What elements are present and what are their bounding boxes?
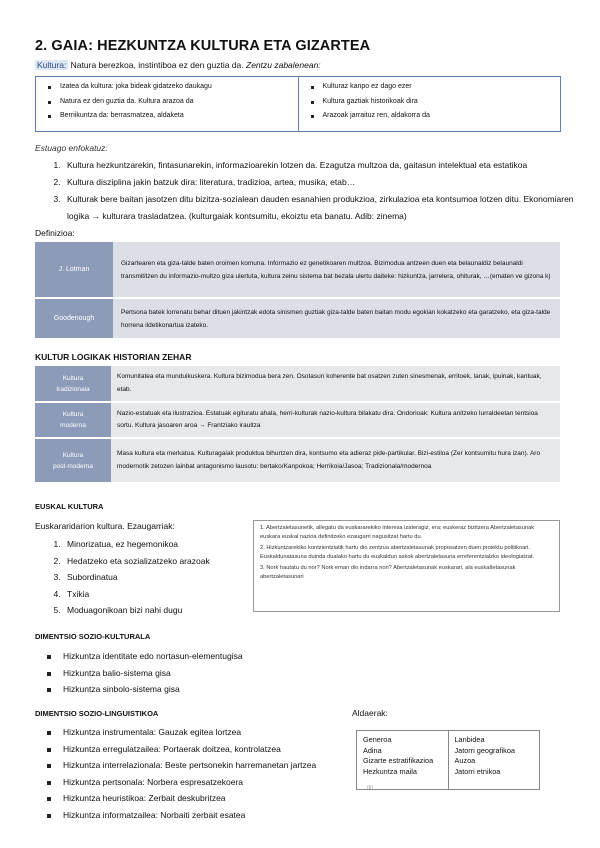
logic-text: Komunitatea eta munduikuskera. Kultura bizimodua bera zen. Osotasun koherente bat osatzen zuten sinesmenak, erritoek, lanak, ipuinak, kantuak, etab.	[111, 366, 560, 402]
quote-paragraph: 2. Hizkuntzarekiko kontzientziatik hartu dio zentzua abertzaletasunak proposatzen duen proiektu politikoari. Euskaldunatasuna duinda dualako hartu du euskaldun askok abertzaletasuna erreferentzialzko ideologiatzat.	[260, 545, 535, 560]
euskal-list	[35, 536, 210, 619]
aldaerak-box	[356, 730, 540, 790]
table-row	[35, 402, 560, 438]
list-item: Berriikuntza da: berrasmatzea, aldaketa	[60, 109, 298, 124]
list-item: Generoa	[363, 735, 392, 744]
logic-text: Nazio-estatuak eta ilustrazioa. Estatuak egituratu ahala, herri-kulturak nazio-kultura bilakatu dira. Ondorioak: Kultura anitzeko lurraldeetan tentsioa sortu. Kultura jasoaren aroa → Frantziako iraultza	[111, 402, 560, 438]
logic-label-line: moderna	[60, 422, 86, 429]
intro-text: Natura berezkoa, instintiboa ez den guztia da.	[70, 60, 244, 70]
list-item: Adina	[363, 745, 382, 755]
enfokatuz-label: Estuago enfokatuz:	[35, 143, 108, 153]
list-item: Hizkuntza instrumentala: Gauzak egitea lortzea	[63, 724, 316, 741]
list-item: 5. Moduagonikoan bizi nahi dugu	[63, 602, 210, 619]
kultura-keyword: Kultura:	[37, 60, 67, 70]
kultura-features-left	[36, 77, 298, 131]
list-item: Hizkuntza interrelazionala: Beste pertsonekin harremanetan jartzea	[63, 757, 316, 774]
page-title: 2. GAIA: HEZKUNTZA KULTURA ETA GIZARTEA	[35, 38, 371, 54]
list-item: Natura ez den guztia da. Kultura arazoa da	[60, 95, 298, 110]
aldaerak-label: Aldaerak:	[352, 708, 388, 718]
list-item: Kulturaz kanpo ez dago ezer	[323, 80, 561, 95]
sozio-linguistikoa-list	[35, 724, 316, 823]
sozio-kulturala-title: DIMENTSIO SOZIO-KULTURALA	[35, 632, 151, 641]
list-item: Kultura gaztiak historikoak dira	[323, 95, 561, 110]
quote-paragraph: 1. Abertzaletasunetik, allegatu da euskararekiko interesa izateragiz, era; euskeraz bizitzera Abertzaletasunak euskara euskal nazioa definitzeko ezaugarri nagusitzat hartu du.	[260, 525, 535, 540]
logic-label-line: Kultura	[62, 411, 84, 418]
list-item: 2. Kultura disziplina jakin batzuk dira: literatura, tradizioa, artea, musika, etab…	[63, 174, 588, 191]
list-item: 4. Txikia	[63, 586, 210, 603]
aldaerak-right-col	[448, 731, 540, 789]
definition-table	[35, 242, 560, 338]
aldaerak-note: (b)	[367, 785, 374, 791]
logic-label-line: post-moderna	[52, 462, 94, 470]
quote-box	[253, 520, 560, 612]
list-item: Hizkuntza sinbolo-sistema gisa	[63, 681, 243, 698]
list-item: 3. Subordinatua	[63, 569, 210, 586]
list-item: 2. Hedatzeko eta sozializatzeko arazoak	[63, 553, 210, 570]
logic-label-line: tradizionala	[56, 385, 90, 393]
list-item: Jatorri etnikoa	[454, 766, 501, 776]
definition-author: J. Lotman	[35, 242, 113, 298]
list-item: Hezkuntza maila	[363, 766, 417, 776]
definition-text: Pertsona batek lorrenatu behar dituen jakintzak edota sinismen guztiak giza-talde baten baitan modu egokian kokatzeko eta garatzeko, eta giza-talde horrena ildetikonartua izateko.	[113, 298, 560, 338]
definition-author: Goodenough	[35, 298, 113, 338]
logic-label	[35, 402, 111, 438]
definizioa-label: Definizioa:	[35, 228, 75, 238]
quote-paragraph: 3. Nork hautatu du nor? Nork eman dio indarra nori? Abertzaletasunak euskarari, ala euskaltetasunak abertzaletasunari	[260, 565, 516, 580]
euskal-title: EUSKAL KULTURA	[35, 502, 104, 511]
logikak-title: KULTUR LOGIKAK HISTORIAN ZEHAR	[35, 352, 192, 362]
table-row	[35, 366, 560, 402]
sozio-linguistikoa-title: DIMENTSIO SOZIO-LINGUISTIKOA	[35, 709, 159, 718]
sozio-kulturala-list	[35, 648, 243, 698]
list-item: Hizkuntza balio-sistema gisa	[63, 665, 243, 682]
list-item: Gizarte estratifikazioa	[363, 756, 434, 765]
list-item: 3. Kulturak bere baitan jasotzen ditu bizitza-sozialean dauden esanahien produkzioa, zirkulazioa eta kontsumoa lotzen ditu. Ekonomiaren logika → kulturara trasladatzea. (kulturgaiak kontsumitu, ekoiztu eta banatu. Adib: zinema)	[63, 191, 588, 225]
logic-label-line: Kultura	[62, 374, 84, 382]
table-row	[35, 242, 560, 298]
euskal-subtitle: Euskararidarion kultura. Ezaugarriak:	[35, 521, 175, 531]
list-item: Jatorri geografikoa	[454, 745, 515, 755]
list-item: Hizkuntza erregulatzailea: Portaerak doitzea, kontrolatzea	[63, 741, 316, 758]
kultura-features-right	[298, 77, 561, 131]
logic-text: Masa kultura eta merkatua. Kulturagaiak produktua bihurtzen dira, kontsumo eta adieraz pide-partikular. Bizi-estiloa (Zer kontsumitu hura izan). Aro modernotik zetozen lainbat antagonismo lausotu: bertako/Kanpokoa; Herrikoia/Jasoa; Tradizionala/modernoa	[111, 438, 560, 482]
list-item: Hizkuntza heuristikoa: Zerbait deskubritzea	[63, 790, 316, 807]
table-row	[35, 438, 560, 482]
kultura-features-box	[35, 76, 561, 132]
list-item: Arazoak jarraituz ren, aldakorra da	[323, 109, 561, 124]
aldaerak-left-col	[357, 731, 448, 789]
logic-label-line: Kultura	[62, 451, 84, 459]
list-item: Izatea da kultura: joka bideak gidatzeko daukagu	[60, 80, 298, 95]
table-row	[35, 298, 560, 338]
culture-logics-table	[35, 366, 560, 482]
intro-line	[35, 60, 321, 70]
logic-label	[35, 438, 111, 482]
logic-label	[35, 366, 111, 402]
enfokatuz-list	[35, 157, 588, 225]
intro-italic: Zentzu zabalenean:	[246, 60, 321, 70]
list-item: Lanbidea	[454, 735, 485, 744]
list-item: Hizkuntza identitate edo nortasun-elementugisa	[63, 648, 243, 665]
list-item: 1. Minorizatua, ez hegemonikoa	[63, 536, 210, 553]
list-item: Hizkuntza pertsonala: Norbera espresatzekoera	[63, 774, 316, 791]
definition-text: Gizartearen eta giza-talde baten oroimen komuna. Informazio ez genetikoaren multzoa. Bizimodua antzeen duen eta belaunaldiz belaunaldi transmititzen du informazio-multzo giza ulertuta, kultura zeinu sistema bat bezala ulertu daiteke: hizkuntza, jarrelera, ohiturak, …(ematen ve gizona k)	[113, 242, 560, 298]
list-item: 1. Kultura hezkuntzarekin, fintasunarekin, informazioarekin lotzen da. Ezagutza multzoa da, gaitasun intelektual eta estatikoa	[63, 157, 588, 174]
list-item: Hizkuntza informatzailea: Norbaiti zerbait esatea	[63, 807, 316, 824]
list-item: Auzoa	[454, 756, 476, 765]
